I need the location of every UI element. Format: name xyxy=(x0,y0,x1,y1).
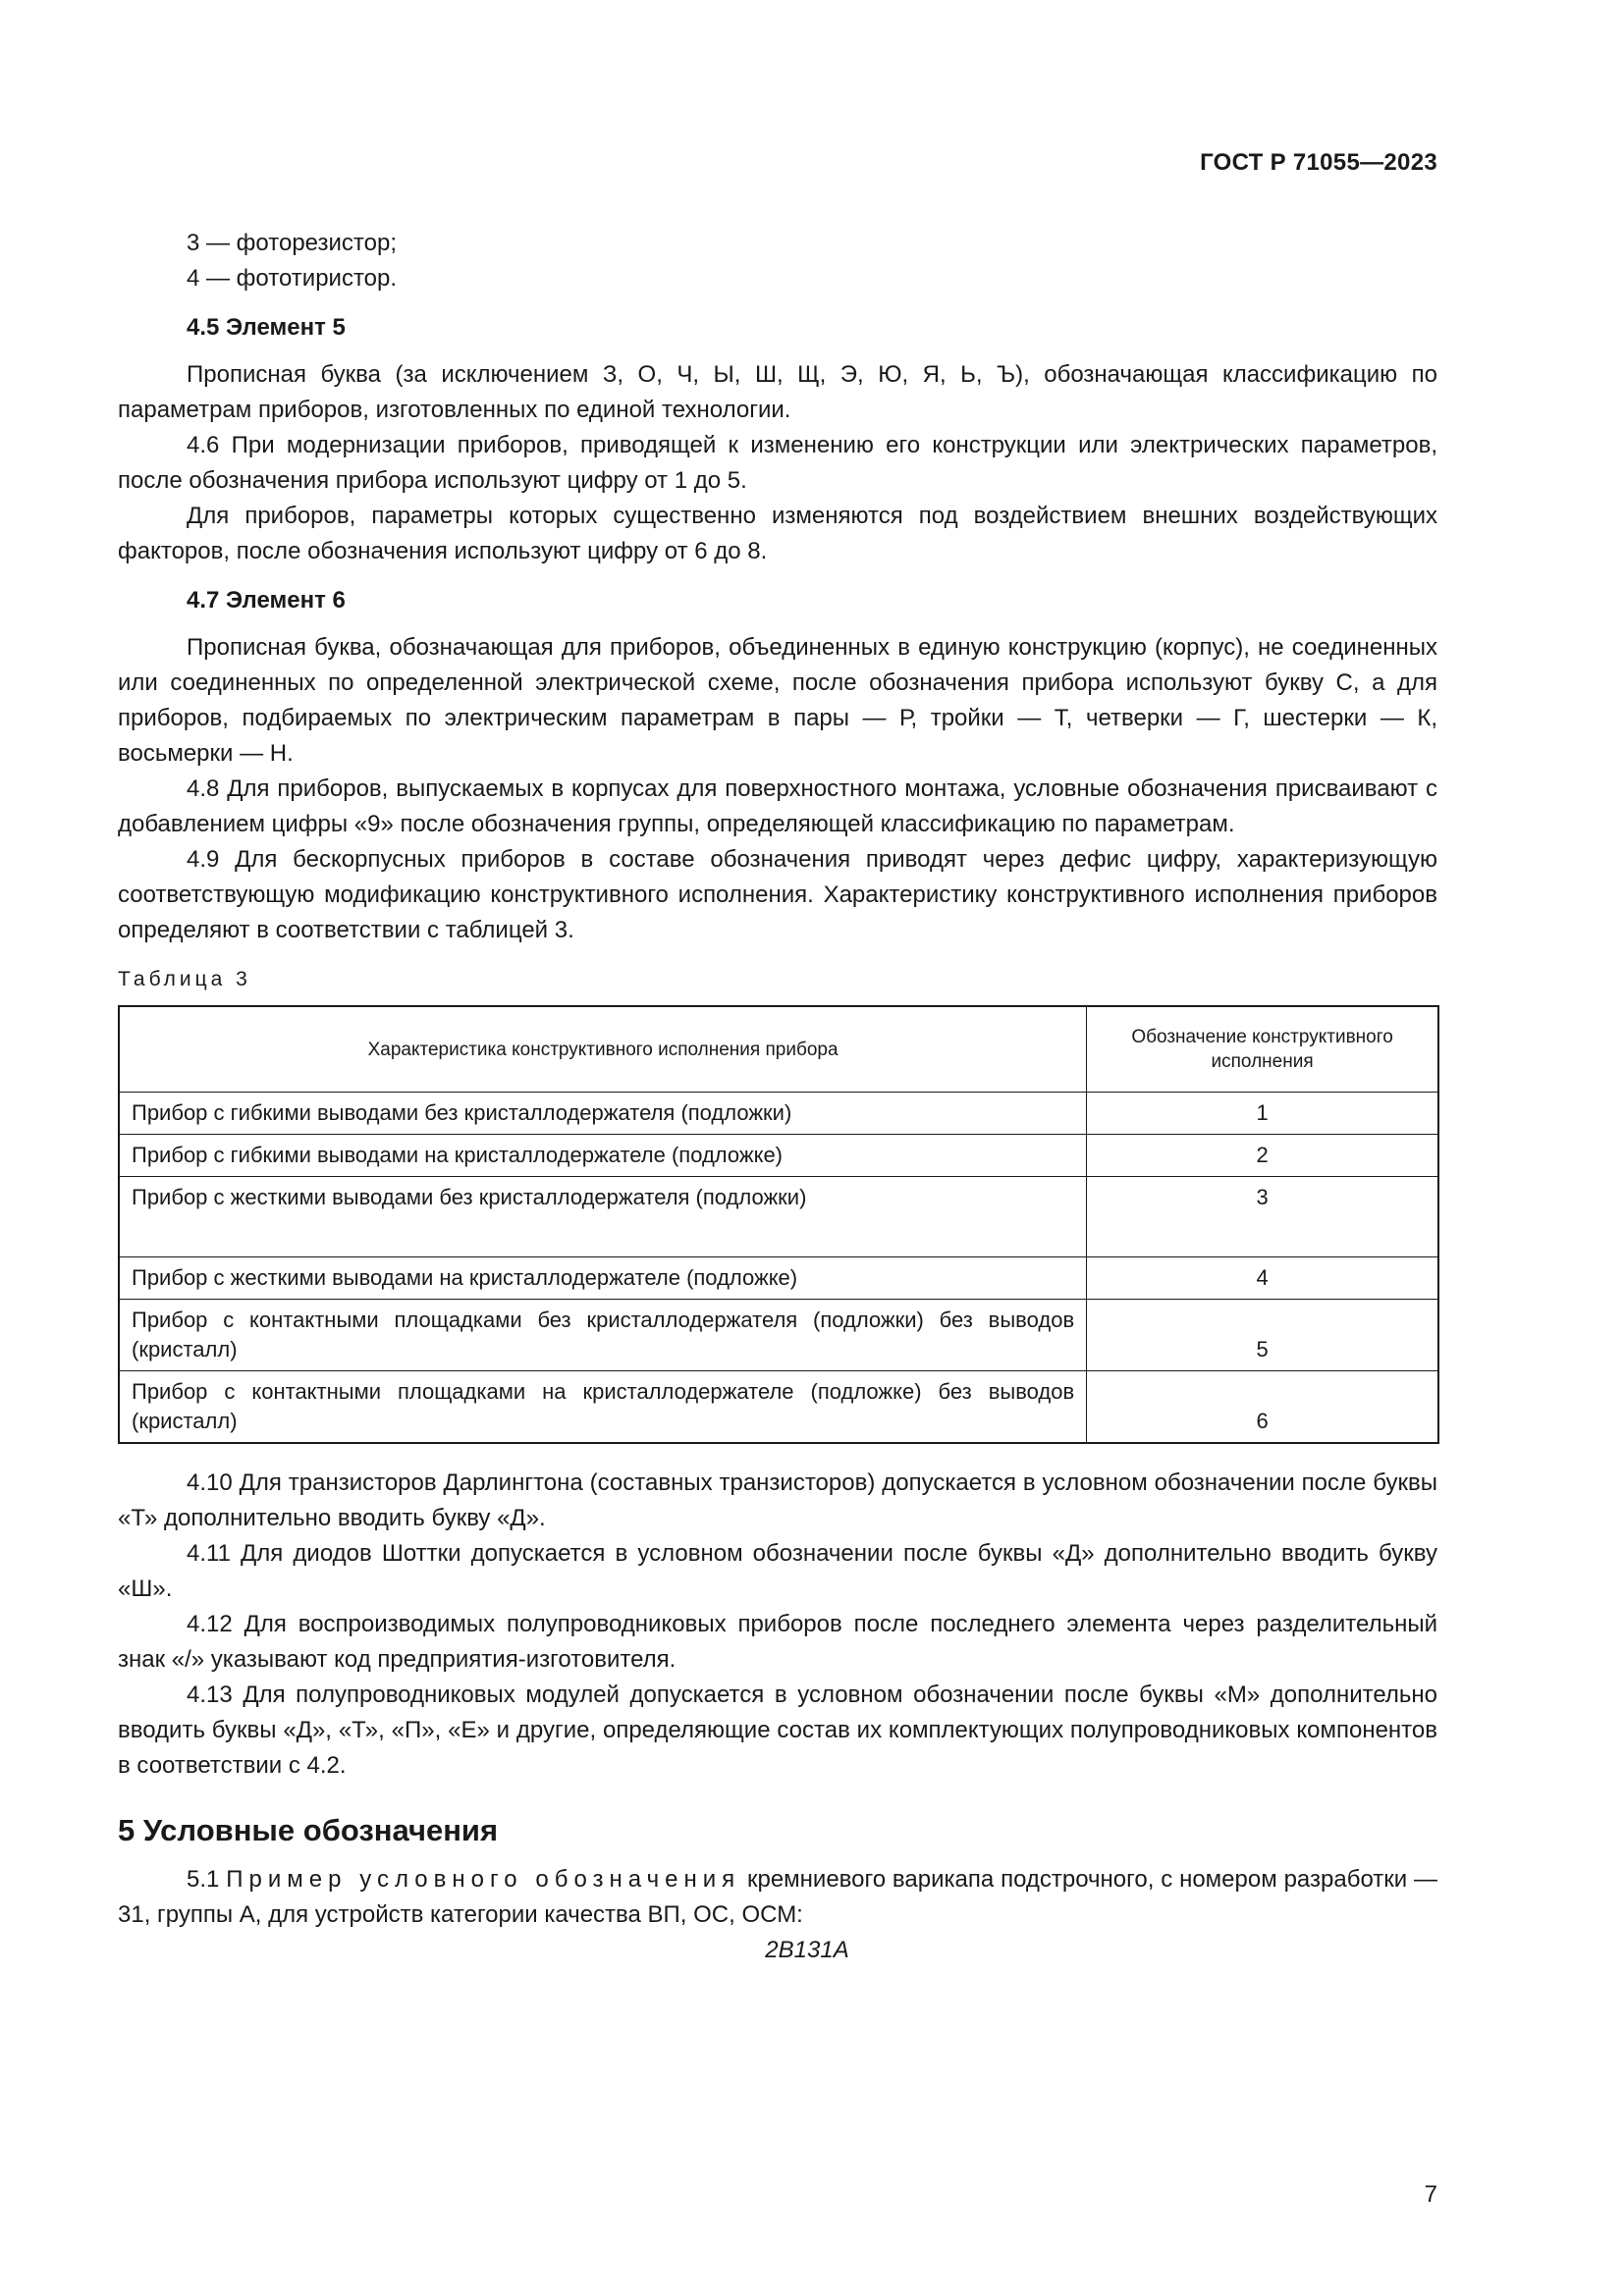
table-row xyxy=(119,1177,1438,1257)
section-5-title: 5 Условные обозначения xyxy=(118,1813,499,1847)
table-3 xyxy=(118,1005,1439,1444)
table-header-characteristic: Характеристика конструктивного исполнения прибора xyxy=(119,1006,1087,1093)
designation-example: 2В131А xyxy=(765,1937,849,1963)
paragraph-4-10: 4.10 Для транзисторов Дарлингтона (составных транзисторов) допускается в условном обозначении после буквы «Т» дополнительно вводить букву «Д». xyxy=(118,1469,1437,1531)
table-cell-code: 1 xyxy=(1087,1093,1438,1135)
page-number: 7 xyxy=(1424,2181,1437,2208)
table-caption: Таблица 3 xyxy=(118,968,251,990)
table-cell-code: 5 xyxy=(1087,1300,1438,1371)
heading-4-5: 4.5 Элемент 5 xyxy=(187,314,346,341)
table-cell-desc: Прибор с гибкими выводами без кристаллодержателя (подложки) xyxy=(119,1093,1087,1135)
page-content xyxy=(118,226,1437,1968)
list-item: 4 — фототиристор. xyxy=(187,265,398,292)
paragraph-4-7: Прописная буква, обозначающая для приборов, объединенных в единую конструкцию (корпус), не соединенных или соединенных по определенной электрической схеме, после обозначения прибора используют букву С, а для приборов, подбираемых по электрическим параметрам в пары — Р, тройки — Т, четверки — Г, шестерки — К, восьмерки — Н. xyxy=(118,634,1437,767)
table-cell-desc: Прибор с контактными площадками на кристаллодержателе (подложке) без выводов (кристалл) xyxy=(119,1371,1087,1444)
table-header-designation: Обозначение конструктивного исполнения xyxy=(1087,1006,1438,1093)
table-row xyxy=(119,1135,1438,1177)
table-row xyxy=(119,1371,1438,1444)
paragraph-4-9: 4.9 Для бескорпусных приборов в составе обозначения приводят через дефис цифру, характеризующую соответствующую модификацию конструктивного исполнения. Характеристику конструктивного исполнения приборов определяют в соответствии с таблицей 3. xyxy=(118,846,1437,943)
table-cell-code: 4 xyxy=(1087,1257,1438,1300)
paragraph-4-8: 4.8 Для приборов, выпускаемых в корпусах для поверхностного монтажа, условные обозначения присваивают с добавлением цифры «9» после обозначения группы, определяющей классификацию по параметрам. xyxy=(118,775,1437,837)
table-row xyxy=(119,1093,1438,1135)
paragraph-4-6: 4.6 При модернизации приборов, приводящей к изменению его конструкции или электрических параметров, после обозначения прибора используют цифру от 1 до 5. xyxy=(118,432,1437,494)
paragraph-5-1-spaced: Пример условного обозначения xyxy=(226,1866,741,1893)
heading-4-7: 4.7 Элемент 6 xyxy=(187,587,346,614)
paragraph-4-12: 4.12 Для воспроизводимых полупроводниковых приборов после последнего элемента через разделительный знак «/» указывают код предприятия-изготовителя. xyxy=(118,1611,1437,1673)
paragraph-4-11: 4.11 Для диодов Шоттки допускается в условном обозначении после буквы «Д» дополнительно вводить букву «Ш». xyxy=(118,1540,1437,1602)
paragraph-5-1-number: 5.1 xyxy=(187,1866,227,1893)
table-cell-desc: Прибор с гибкими выводами на кристаллодержателе (подложке) xyxy=(119,1135,1087,1177)
list-item: 3 — фоторезистор; xyxy=(187,230,397,256)
standard-header: ГОСТ Р 71055—2023 xyxy=(1200,149,1437,176)
table-cell-code: 3 xyxy=(1087,1177,1438,1257)
table-row xyxy=(119,1257,1438,1300)
paragraph-5-1 xyxy=(118,1862,1437,1933)
table-cell-desc: Прибор с контактными площадками без кристаллодержателя (подложки) без выводов (кристалл) xyxy=(119,1300,1087,1371)
table-row xyxy=(119,1300,1438,1371)
table-cell-desc: Прибор с жесткими выводами на кристаллодержателе (подложке) xyxy=(119,1257,1087,1300)
paragraph-4-13: 4.13 Для полупроводниковых модулей допускается в условном обозначении после буквы «М» дополнительно вводить буквы «Д», «Т», «П», «Е» и другие, определяющие состав их комплектующих полупроводниковых компонентов в соответствии с 4.2. xyxy=(118,1682,1437,1779)
paragraph-4-6-cont: Для приборов, параметры которых существенно изменяются под воздействием внешних воздействующих факторов, после обозначения используют цифру от 6 до 8. xyxy=(118,503,1437,564)
table-cell-code: 6 xyxy=(1087,1371,1438,1444)
paragraph-4-5: Прописная буква (за исключением З, О, Ч, Ы, Ш, Щ, Э, Ю, Я, Ь, Ъ), обозначающая классификацию по параметрам приборов, изготовленных по единой технологии. xyxy=(118,361,1437,423)
table-cell-desc: Прибор с жесткими выводами без кристаллодержателя (подложки) xyxy=(119,1177,1087,1257)
paragraph-5-1-rest: кремниевого варикапа подстрочного, с номером разработки — 31, группы А, для устройств категории качества ВП, ОС, ОСМ: xyxy=(118,1866,1437,1928)
table-cell-code: 2 xyxy=(1087,1135,1438,1177)
table-header-row xyxy=(119,1006,1438,1093)
